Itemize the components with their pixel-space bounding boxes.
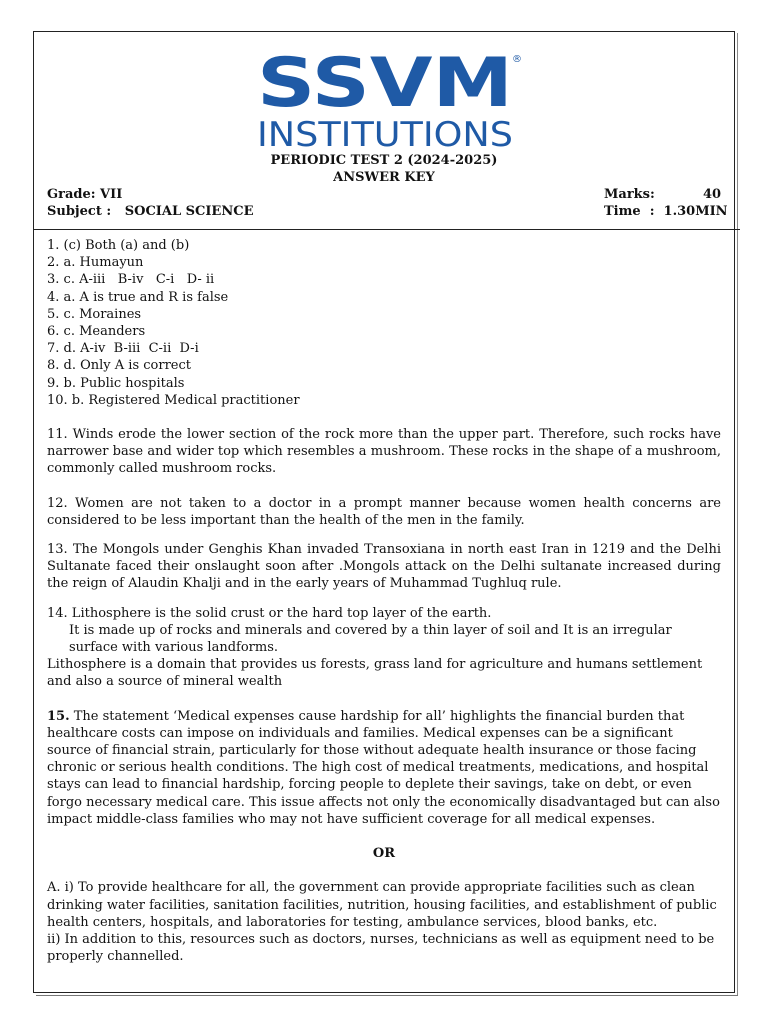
mcq-answer: 7. d. A-iv B-iii C-ii D-i	[47, 341, 199, 357]
mcq-answer: 3. c. A-iii B-iv C-i D- ii	[47, 272, 215, 288]
marks-label: Marks:	[604, 187, 655, 202]
test-title: PERIODIC TEST 2 (2024-2025)	[270, 153, 498, 168]
logo-registered-mark: ®	[512, 54, 522, 65]
mcq-answer: 9. b. Public hospitals	[47, 375, 185, 391]
subject-label: Subject : SOCIAL SCIENCE	[47, 204, 254, 219]
answer-15-number: 15.	[47, 708, 70, 724]
mcq-answer: 6. c. Meanders	[47, 324, 146, 340]
answer-15-alt-b: ii) In addition to this, resources such as doctors, nurses, technicians as well as equipment need to be properly channelled.	[47, 931, 715, 965]
answer-11: 11. Winds erode the lower section of the rock more than the upper part. Therefore, such rocks have narrower base and wider top which resembles a mushroom. These rocks in the shape of a mushroom, commonly called mushroom rocks.	[47, 427, 721, 477]
mcq-answer: 5. c. Moraines	[47, 306, 142, 322]
answer-15-text: The statement ‘Medical expenses cause hardship for all’ highlights the financial burden that healthcare costs can impose on individuals and families. Medical expenses can be a significant source of financial strain, particularly for those without adequate health insurance or those facing chronic or serious health conditions. The high cost of medical treatments, medications, and hospital stays can lead to financial hardship, forcing people to deplete their savings, take on debt, or even forgo necessary medical care. This issue affects not only the economically disadvantaged but can also impact middle-class families who may not have sufficient coverage for all medical expenses.	[47, 708, 720, 827]
answer-15	[47, 708, 721, 828]
grade-label: Grade: VII	[47, 187, 123, 202]
answer-14-line-3: Lithosphere is a domain that provides us forests, grass land for agriculture and humans settlement and also a source of mineral wealth	[47, 657, 703, 690]
mcq-answer: 2. a. Humayun	[47, 255, 144, 271]
answer-14	[47, 605, 721, 691]
mcq-answer: 10. b. Registered Medical practitioner	[47, 392, 300, 408]
or-separator: OR	[372, 846, 396, 862]
page-shadow-bottom	[36, 995, 738, 997]
mcq-answer: 8. d. Only A is correct	[47, 358, 192, 374]
marks-value: 40	[703, 187, 722, 202]
time-label: Time : 1.30MIN	[604, 204, 728, 219]
mcq-answers	[47, 237, 721, 409]
mcq-answer: 1. (c) Both (a) and (b)	[47, 238, 190, 253]
logo-text-bottom: INSTITUTIONS	[257, 115, 513, 155]
logo-text-top: SSVM	[257, 44, 513, 123]
mcq-answer: 4. a. A is true and R is false	[47, 289, 229, 305]
answer-12: 12. Women are not taken to a doctor in a prompt manner because women health concerns are considered to be less important than the health of the men in the family.	[47, 495, 721, 528]
answer-key-subtitle: ANSWER KEY	[333, 170, 435, 185]
answer-14-line-1: 14. Lithosphere is the solid crust or the hard top layer of the earth.	[47, 605, 492, 621]
answer-14-line-2: It is made up of rocks and minerals and covered by a thin layer of soil and It is an irregular surface with various landforms.	[69, 622, 672, 656]
answer-content	[47, 237, 721, 965]
ssvm-logo	[250, 44, 522, 155]
answer-15-alt-a: A. i) To provide healthcare for all, the government can provide appropriate facilities such as clean drinking water facilities, sanitation facilities, nutrition, housing facilities, and establishment of public health centers, hospitals, and laboratories for testing, ambulance services, blood banks, etc.	[47, 880, 717, 930]
header-divider	[34, 229, 740, 230]
answer-13: 13. The Mongols under Genghis Khan invaded Transoxiana in north east Iran in 1219 and the Delhi Sultanate faced their onslaught soon after .Mongols attack on the Delhi sultanate increased during the reign of Alaudin Khalji and in the early years of Muhammad Tughluq rule.	[47, 542, 721, 592]
